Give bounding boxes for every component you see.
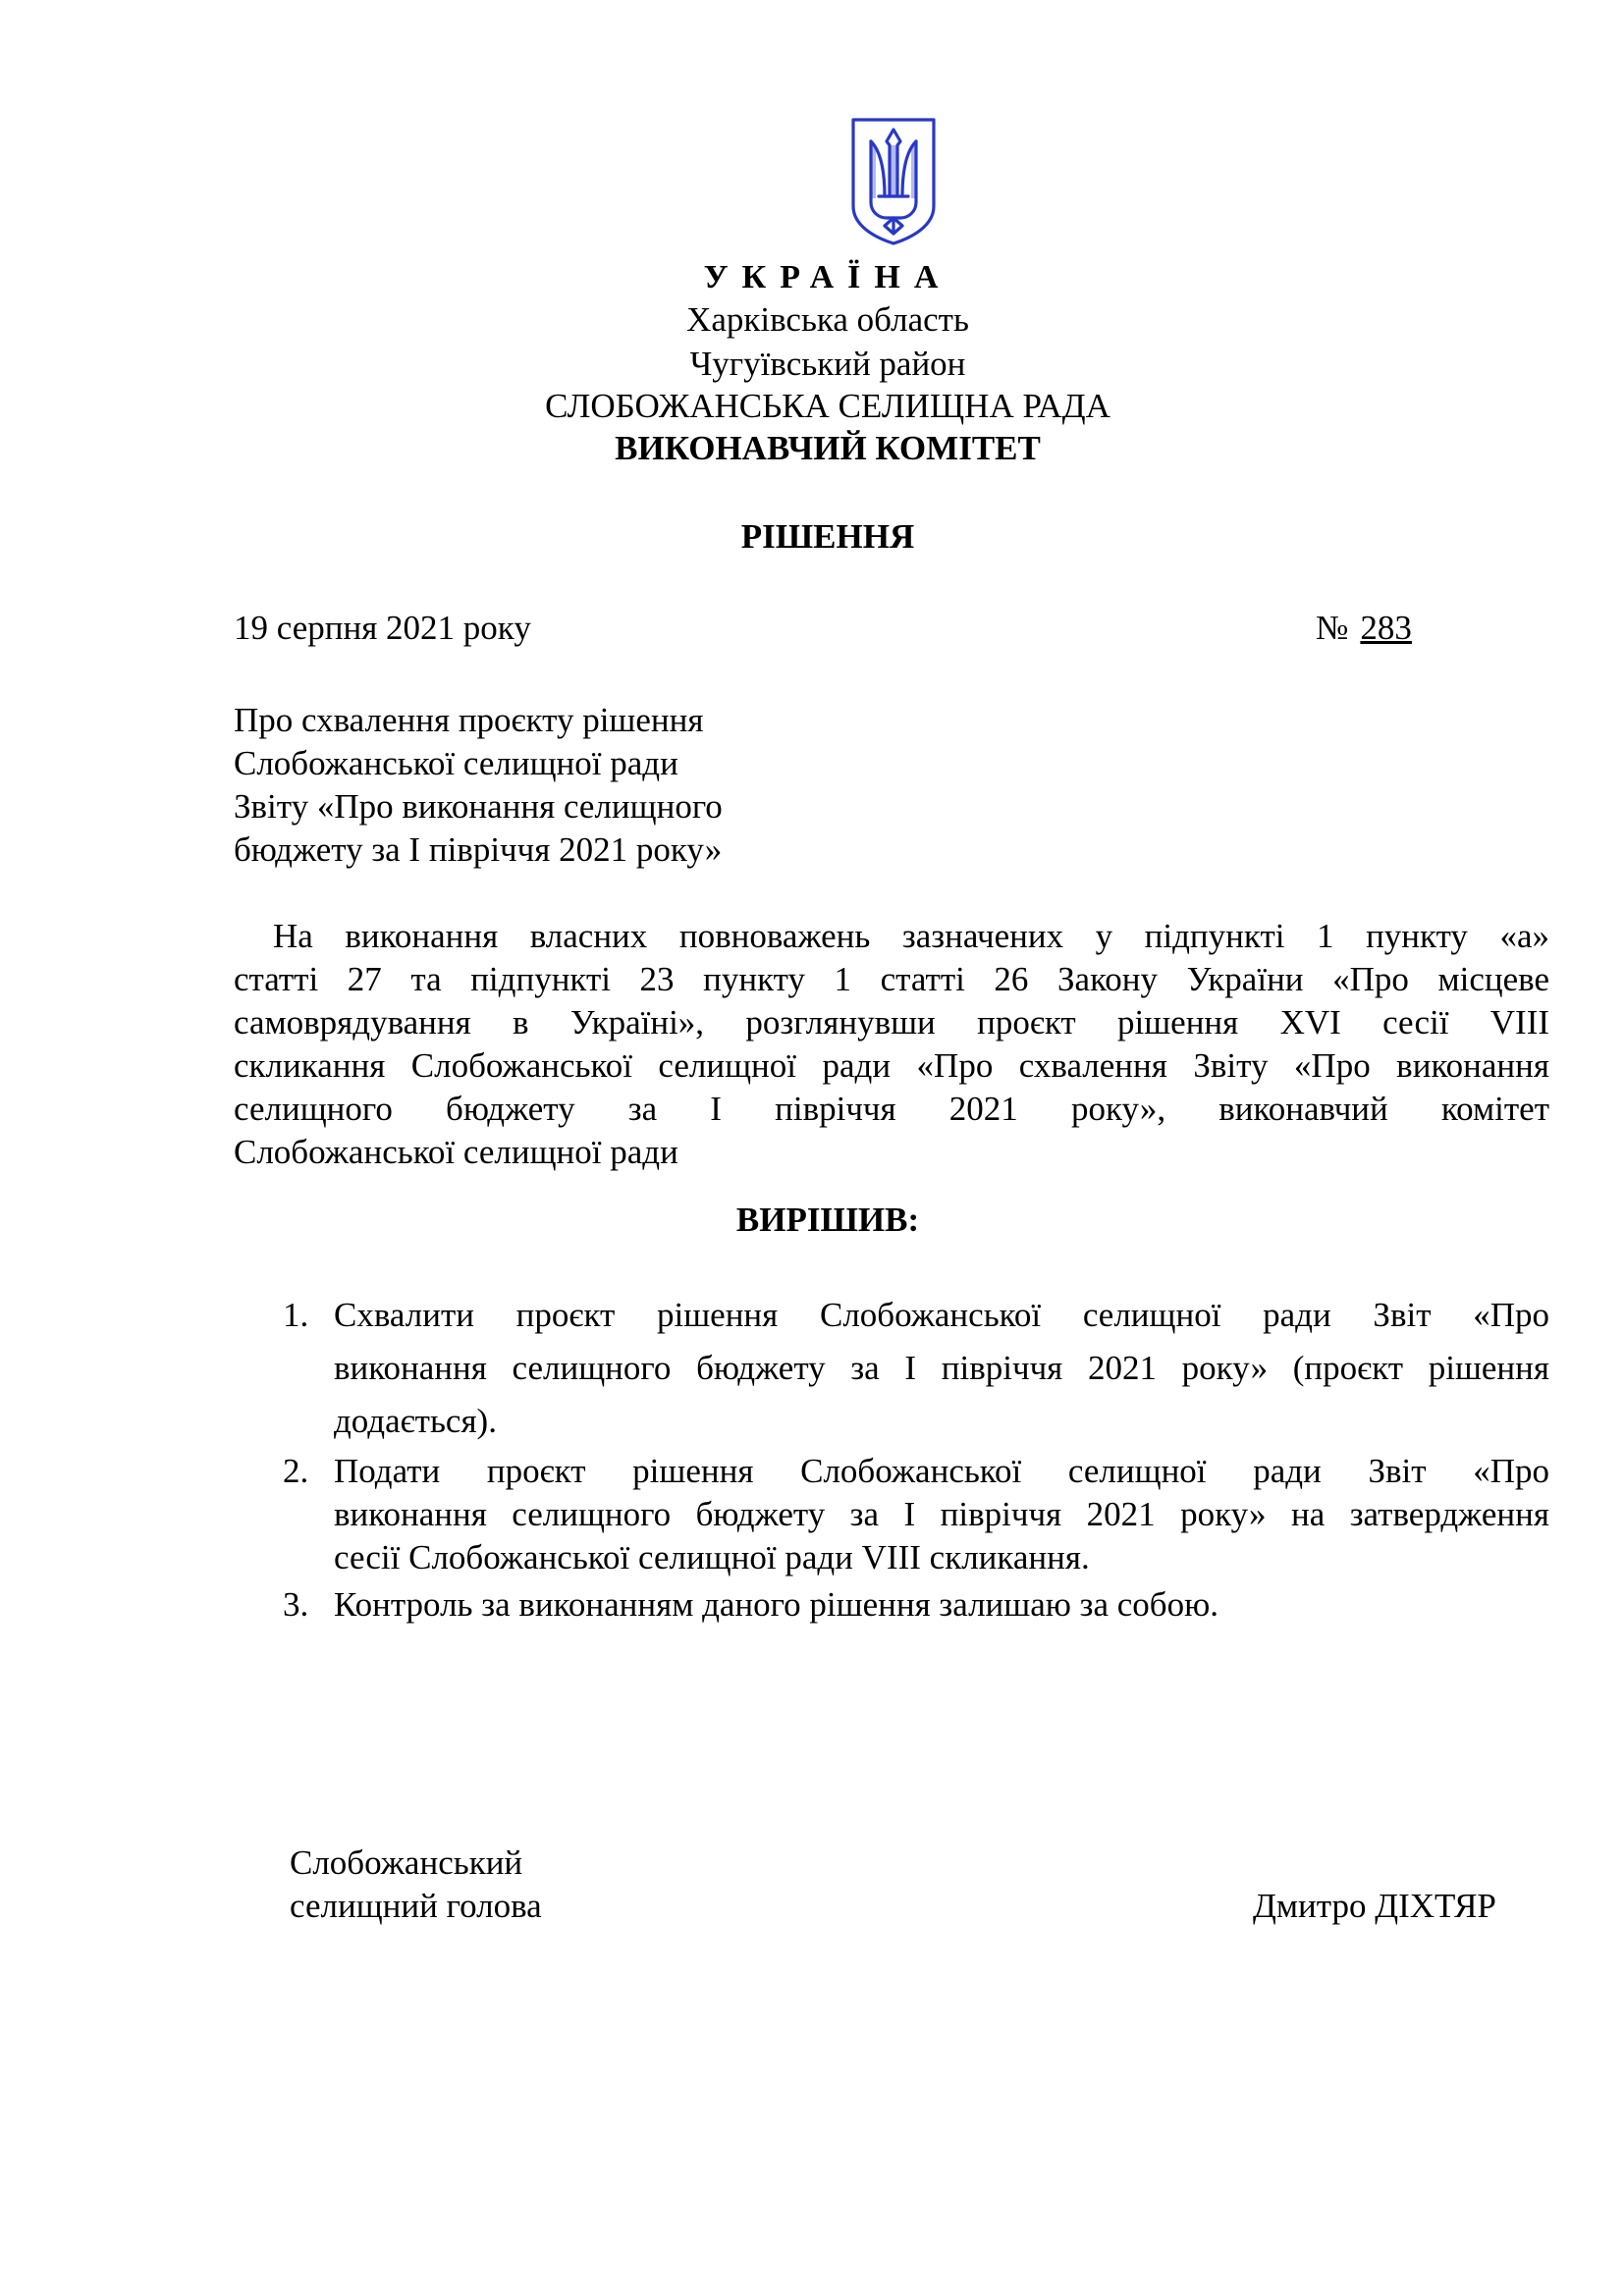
- decided-heading: ВИРІШИВ:: [735, 1201, 920, 1239]
- decision-items-list: [283, 1289, 1549, 1627]
- list-item: [283, 1450, 1549, 1579]
- country-title: УКРАЇНА: [703, 259, 952, 295]
- decision-subject: [234, 699, 723, 872]
- preamble-line: селищного бюджету за І півріччя 2021 року», виконавчий комітет: [234, 1090, 1549, 1128]
- item-number: 3.: [283, 1585, 309, 1624]
- item-line: Подати проєкт рішення Слобожанської селищної ради Звіт «Про: [334, 1452, 1549, 1490]
- position-line: селищний голова: [290, 1887, 542, 1925]
- item-line: Схвалити проєкт рішення Слобожанської селищної ради Звіт «Про: [334, 1296, 1549, 1334]
- preamble-line: статті 27 та підпункті 23 пункту 1 статті 26 Закону України «Про місцеве: [234, 960, 1549, 998]
- preamble-line: На виконання власних повноважень зазначених у підпункті 1 пункту «а»: [273, 917, 1549, 955]
- tryzub-coat-of-arms-icon: [849, 116, 938, 245]
- preamble-line: самоврядування в Україні», розглянувши проєкт рішення XVI сесії VIII: [234, 1003, 1549, 1041]
- decision-date: 19 серпня 2021 року: [234, 609, 531, 647]
- item-line: сесії Слобожанської селищної ради VIII скликання.: [334, 1538, 1090, 1576]
- document-type-heading: РІШЕННЯ: [740, 517, 915, 556]
- preamble-line: скликання Слобожанської селищної ради «Про схвалення Звіту «Про виконання: [234, 1046, 1549, 1085]
- signatory-position: [290, 1842, 542, 1928]
- number-label: №: [1316, 609, 1349, 647]
- subject-line: Звіту «Про виконання селищного: [234, 787, 723, 826]
- item-line: виконання селищного бюджету за І півріччя 2021 року» (проєкт рішення: [334, 1349, 1549, 1387]
- number-value: 283: [1360, 609, 1412, 647]
- decision-number: [1316, 609, 1478, 648]
- item-number: 2.: [283, 1452, 309, 1490]
- subject-line: Слобожанської селищної ради: [234, 744, 678, 782]
- item-line: додається).: [334, 1402, 497, 1440]
- subject-line: бюджету за І півріччя 2021 року»: [234, 830, 723, 869]
- item-line: виконання селищного бюджету за І півріччя 2021 року» на затвердження: [334, 1495, 1549, 1533]
- preamble-line: Слобожанської селищної ради: [234, 1133, 678, 1171]
- oblast-line: Харківська область: [686, 300, 969, 339]
- committee-name: ВИКОНАВЧИЙ КОМІТЕТ: [615, 429, 1041, 467]
- item-line: Контроль за виконанням даного рішення залишаю за собою.: [334, 1585, 1219, 1624]
- signatory-name: Дмитро ДІХТЯР: [1253, 1887, 1496, 1925]
- list-item: [283, 1583, 1549, 1627]
- position-line: Слобожанський: [290, 1843, 523, 1882]
- list-item: [283, 1289, 1549, 1448]
- subject-line: Про схвалення проєкту рішення: [234, 701, 704, 739]
- preamble-paragraph: [234, 915, 1549, 1174]
- council-name: СЛОБОЖАНСЬКА СЕЛИЩНА РАДА: [545, 387, 1110, 425]
- raion-line: Чугуївський район: [689, 345, 966, 383]
- item-number: 1.: [283, 1296, 309, 1334]
